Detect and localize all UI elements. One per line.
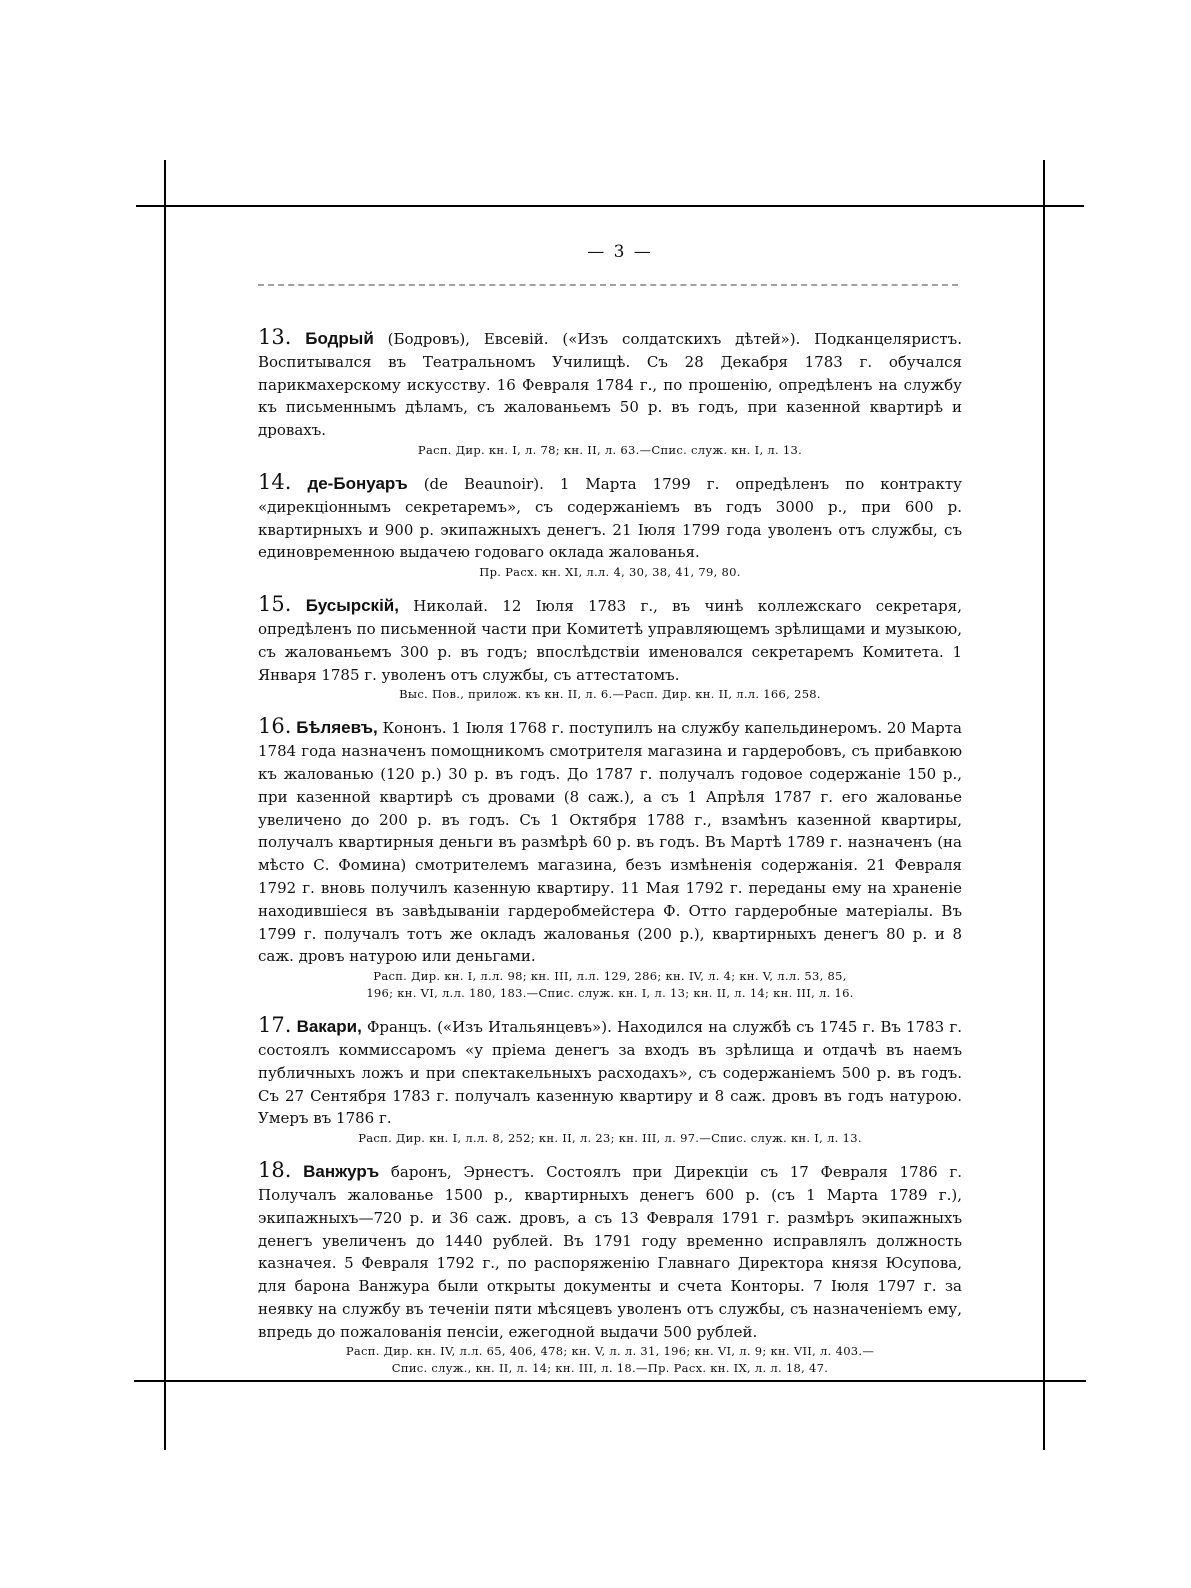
entry-body bbox=[258, 715, 962, 968]
entry-body bbox=[258, 326, 962, 442]
header-rule bbox=[258, 284, 958, 286]
entry-source: 196; кн. VI, л.л. 180, 183.—Спис. служ. кн. I, л. 13; кн. II, л. 14; кн. III, л. 16. bbox=[366, 986, 854, 1001]
entry-surname: Бѣляевъ, bbox=[296, 718, 378, 738]
entry-number: 15. bbox=[258, 592, 292, 617]
crop-mark-left-vertical bbox=[164, 160, 166, 1450]
entry-body bbox=[258, 1159, 962, 1343]
entries-list bbox=[258, 326, 962, 1389]
entry-number: 13. bbox=[258, 325, 292, 349]
entry-surname: Бодрый bbox=[305, 329, 374, 348]
entry-text: баронъ, Эрнестъ. Состоялъ при Дирекціи съ 17 Февраля 1786 г. Получалъ жалованье 1500 р., квартирныхъ денегъ 600 р. (съ 1 Марта 1789 г.), экипажныхъ—720 р. и 36 саж. дровъ, а съ 13 Февраля 1791 г. размѣръ экипажныхъ денегъ увеличенъ до 1440 рублей. Въ 1791 году временно исправлялъ должность казначея. 5 Февраля 1792 г., по распоряженію Главнаго Директора князя Юсупова, для барона Ванжура были открыты документы и счета Конторы. 7 Іюля 1797 г. за неявку на службу въ теченіи пяти мѣсяцевъ уволенъ отъ службы, съ назначеніемъ ему, впредь до пожалованія пенсіи, ежегодной выдачи 500 рублей. bbox=[258, 1163, 962, 1341]
crop-mark-top-horizontal bbox=[136, 205, 1084, 207]
entry-number: 18. bbox=[258, 1158, 292, 1183]
entry-text: Кононъ. 1 Іюля 1768 г. поступилъ на службу капельдинеромъ. 20 Марта 1784 года назначенъ помощникомъ смотрителя магазина и гардеробовъ, съ прибавкою къ жалованью (120 р.) 30 р. въ годъ. До 1787 г. получалъ годовое содержаніе 150 р., при казенной квартирѣ съ дровами (8 саж.), а съ 1 Апрѣля 1787 г. его жалованье увеличено до 200 р. въ годъ. Съ 1 Октября 1788 г., взамѣнъ казенной квартиры, получалъ квартирныя деньги въ размѣрѣ 60 р. въ годъ. Въ Мартѣ 1789 г. назначенъ (на мѣсто С. Фомина) смотрителемъ магазина, безъ измѣненія содержанія. 21 Февраля 1792 г. вновь получилъ казенную квартиру. 11 Мая 1792 г. переданы ему на храненіе находившіеся въ завѣдываніи гардеробмейстера Ф. Отто гардеробные матеріалы. Въ 1799 г. получалъ тотъ же окладъ жалованья (200 р.), квартирныхъ денегъ 80 р. и 8 саж. дровъ натурою или деньгами. bbox=[258, 719, 962, 966]
entry-14 bbox=[258, 471, 962, 581]
entry-17 bbox=[258, 1014, 962, 1147]
entry-surname: Вакари, bbox=[296, 1017, 362, 1037]
entry-body bbox=[258, 593, 962, 686]
entry-16 bbox=[258, 715, 962, 1002]
entry-18 bbox=[258, 1159, 962, 1377]
entry-text: Николай. 12 Іюля 1783 г., въ чинѣ коллежскаго секретаря, опредѣленъ по письменной части при Комитетѣ управляющемъ зрѣлищами и музыкою, съ жалованьемъ 300 р. въ годъ; впослѣдствіи именовался секретаремъ Комитета. 1 Января 1785 г. уволенъ отъ службы, съ аттестатомъ. bbox=[258, 597, 962, 684]
entry-source: Расп. Дир. кн. I, л. 78; кн. II, л. 63.—Спис. служ. кн. I, л. 13. bbox=[417, 442, 803, 457]
entry-15 bbox=[258, 593, 962, 703]
entry-source: Пр. Расх. кн. XI, л.л. 4, 30, 38, 41, 79, 80. bbox=[479, 565, 741, 580]
entry-13 bbox=[258, 326, 962, 459]
entry-surname: де-Бонуаръ bbox=[307, 473, 408, 493]
entry-source: Расп. Дир. кн. I, л.л. 98; кн. III, л.л. 129, 286; кн. IV, л. 4; кн. V, л.л. 53, 85, bbox=[373, 969, 847, 984]
entry-text: (Бодровъ), Евсевій. («Изъ солдатскихъ дѣтей»). Подканцеляристъ. Воспитывался въ Театральномъ Училищѣ. Съ 28 Декабря 1783 г. обучался парикмахерскому искусству. 16 Февраля 1784 г., по прошенію, опредѣленъ на службу къ письменнымъ дѣламъ, съ жалованьемъ 50 р. въ годъ, при казенной квартирѣ и дровахъ. bbox=[258, 330, 962, 440]
entry-source: Расп. Дир. кн. IV, л.л. 65, 406, 478; кн. V, л. л. 31, 196; кн. VI, л. 9; кн. VII, л. 403.— bbox=[345, 1344, 875, 1359]
entry-surname: Бусырскій, bbox=[305, 596, 399, 616]
entry-number: 17. bbox=[258, 1013, 292, 1038]
entry-source: Спис. служ., кн. II, л. 14; кн. III, л. 18.—Пр. Расх. кн. IX, л. л. 18, 47. bbox=[391, 1361, 829, 1376]
entry-text: (de Beaunoir). 1 Марта 1799 г. опредѣленъ по контракту «дирекціоннымъ секретаремъ», съ содержаніемъ въ годъ 3000 р., при 600 р. квартирныхъ и 900 р. экипажныхъ денегъ. 21 Іюля 1799 года уволенъ отъ службы, съ единовременною выдачею годоваго оклада жалованья. bbox=[258, 474, 962, 562]
entry-surname: Ванжуръ bbox=[303, 1162, 380, 1182]
crop-mark-right-vertical bbox=[1043, 160, 1045, 1450]
entry-body bbox=[258, 471, 962, 564]
entry-text: Францъ. («Изъ Итальянцевъ»). Находился на службѣ съ 1745 г. Въ 1783 г. состоялъ коммиссаромъ «у пріема денегъ за входъ въ зрѣлища и отдачѣ въ наемъ публичныхъ ложъ и при спектакельныхъ расходахъ», съ содержаніемъ 500 р. въ годъ. Съ 27 Сентября 1783 г. получалъ казенную квартиру и 8 саж. дровъ въ годъ натурою. Умеръ въ 1786 г. bbox=[258, 1018, 962, 1128]
entry-body bbox=[258, 1014, 962, 1130]
entry-number: 16. bbox=[258, 714, 292, 739]
entry-source: Выс. Пов., прилож. къ кн. II, л. 6.—Расп. Дир. кн. II, л.л. 166, 258. bbox=[399, 687, 821, 702]
entry-number: 14. bbox=[258, 469, 292, 494]
page-number: — 3 — bbox=[587, 242, 653, 262]
entry-source: Расп. Дир. кн. I, л.л. 8, 252; кн. II, л. 23; кн. III, л. 97.—Спис. служ. кн. I, л. 13. bbox=[358, 1131, 862, 1146]
